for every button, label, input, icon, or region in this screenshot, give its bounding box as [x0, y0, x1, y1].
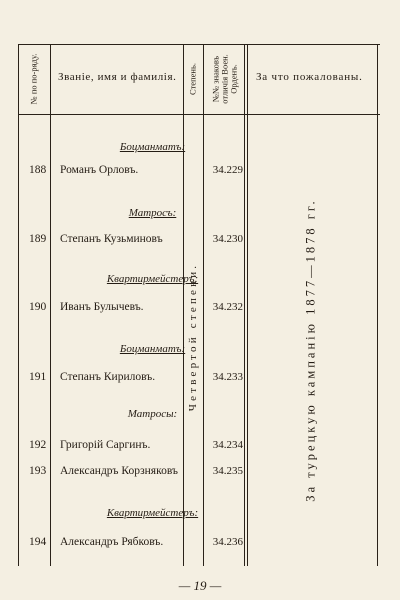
header-bottom-rule [18, 114, 380, 115]
row-order-number: 34.233 [212, 371, 243, 383]
row-name: Александръ Корзняковъ [60, 465, 178, 477]
row-number: 194 [29, 536, 47, 548]
rank-label: Квартирмейстеръ: [106, 507, 199, 519]
rank-label: Матросы: [127, 408, 178, 420]
rank-label: Боцманматъ: [119, 141, 186, 153]
row-name: Степанъ Кириловъ. [60, 371, 156, 383]
header-order-no: №№ знаковъ отличія Воен. Орденъ. [210, 54, 239, 104]
rank-label: Боцманматъ: [119, 343, 186, 355]
header-name: Званіе, имя и фамилія. [58, 71, 177, 83]
row-name: Степанъ Кузьминовъ [60, 233, 163, 245]
row-order-number: 34.229 [212, 164, 243, 176]
row-name: Романъ Орловъ. [60, 164, 139, 176]
row-number: 192 [29, 439, 47, 451]
header-number: № по по-ряду. [28, 53, 39, 105]
row-number: 188 [29, 164, 47, 176]
row-order-number: 34.232 [212, 301, 243, 313]
rank-label: Матросъ: [128, 207, 177, 219]
degree-text: Четвертой степени. [187, 262, 200, 412]
reason-text: За турецкую кампанію 1877—1878 гг. [303, 198, 318, 502]
header-reason: За что пожалованы. [256, 71, 363, 83]
page-number: — 19 — [178, 578, 222, 593]
order-col-rule-1 [244, 44, 245, 566]
num-col-rule [50, 44, 51, 566]
left-rule [18, 44, 19, 566]
right-rule [377, 44, 378, 566]
row-name: Иванъ Булычевъ. [60, 301, 144, 313]
row-number: 189 [29, 233, 47, 245]
row-name: Александръ Рябковъ. [60, 536, 164, 548]
row-order-number: 34.234 [212, 439, 243, 451]
rank-label: Квартирмейстеръ: [106, 273, 199, 285]
row-order-number: 34.230 [212, 233, 243, 245]
row-order-number: 34.236 [212, 536, 243, 548]
order-col-rule-2 [247, 44, 248, 566]
top-rule [18, 44, 380, 45]
row-number: 193 [29, 465, 47, 477]
row-name: Григорій Саргинъ. [60, 439, 151, 451]
row-number: 191 [29, 371, 47, 383]
name-col-rule [183, 44, 184, 566]
row-order-number: 34.235 [212, 465, 243, 477]
header-degree: Степень. [187, 63, 198, 95]
row-number: 190 [29, 301, 47, 313]
